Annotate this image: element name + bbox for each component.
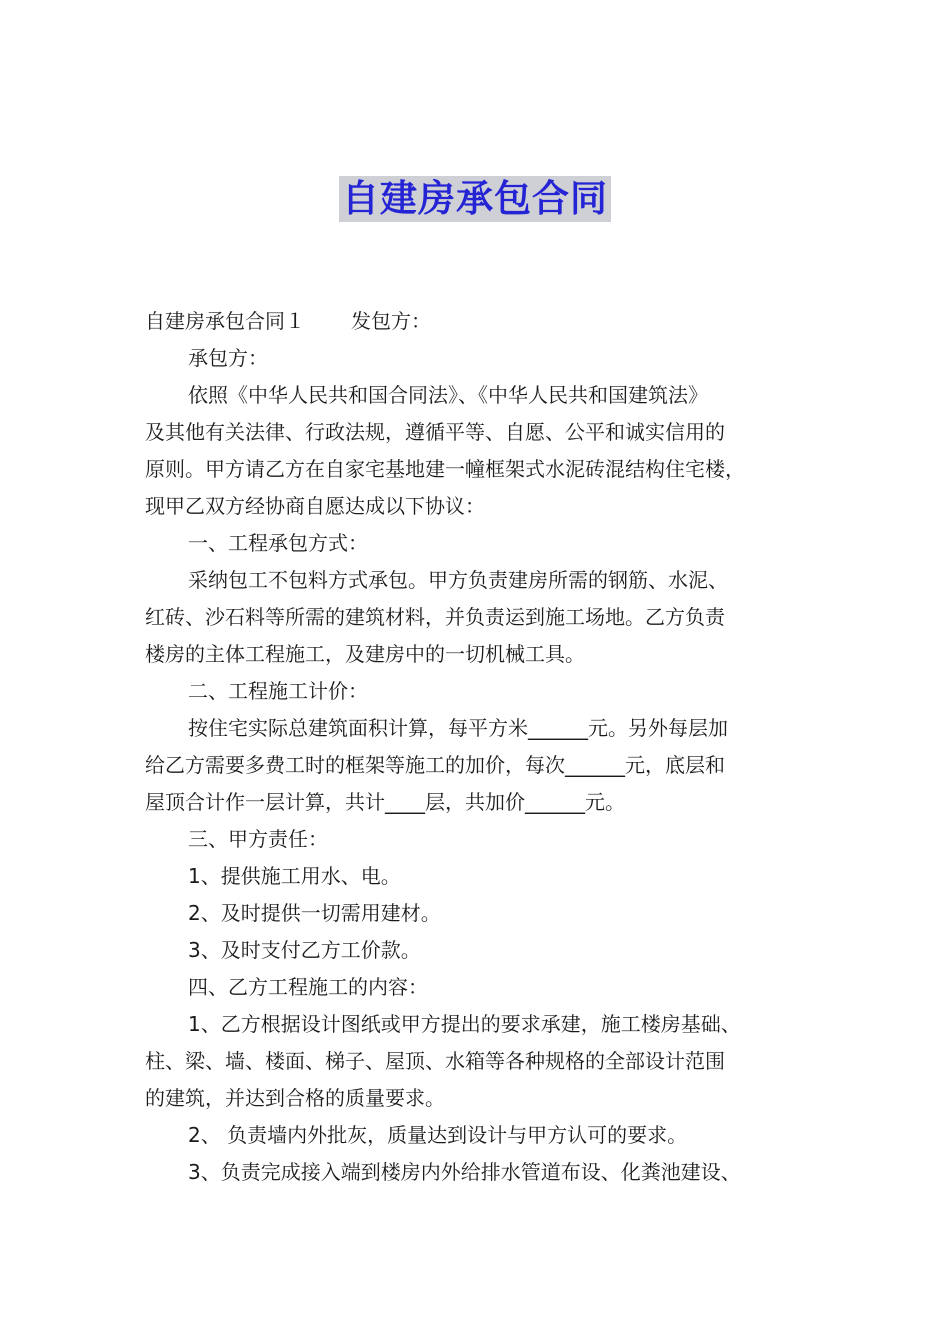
list-item: 3、及时支付乙方工价款。 xyxy=(188,938,421,962)
paragraph-line: 及其他有关法律、行政法规，遵循平等、自愿、公平和诚实信用的 xyxy=(145,420,725,444)
section-heading: 四、乙方工程施工的内容： xyxy=(188,975,428,999)
paragraph-line: 的建筑，并达到合格的质量要求。 xyxy=(145,1086,445,1110)
list-item: 2、及时提供一切需用建材。 xyxy=(188,901,441,925)
title-container xyxy=(0,176,950,222)
section-heading: 一、工程承包方式： xyxy=(188,531,368,555)
section-heading: 三、甲方责任： xyxy=(188,827,328,851)
list-item: 1、乙方根据设计图纸或甲方提出的要求承建，施工楼房基础、 xyxy=(188,1012,741,1036)
list-item: 2、 负责墙内外批灰，质量达到设计与甲方认可的要求。 xyxy=(188,1123,688,1147)
paragraph-line: 柱、梁、墙、楼面、梯子、屋顶、水箱等各种规格的全部设计范围 xyxy=(145,1049,725,1073)
paragraph-line: 采纳包工不包料方式承包。甲方负责建房所需的钢筋、水泥、 xyxy=(188,568,728,592)
issuer-label: 发包方： xyxy=(351,309,431,333)
paragraph-line: 原则。甲方请乙方在自家宅基地建一幢框架式水泥砖混结构住宅楼， xyxy=(145,457,745,481)
document-title: 自建房承包合同 xyxy=(339,176,611,222)
paragraph-line: 依照《中华人民共和国合同法》、《中华人民共和国建筑法》 xyxy=(188,383,708,407)
paragraph-line: 按住宅实际总建筑面积计算，每平方米______元。另外每层加 xyxy=(188,716,728,740)
section-heading: 二、工程施工计价： xyxy=(188,679,368,703)
contractor-label: 承包方： xyxy=(188,346,268,370)
list-item: 3、负责完成接入端到楼房内外给排水管道布设、化粪池建设、 xyxy=(188,1160,741,1184)
paragraph-line: 现甲乙双方经协商自愿达成以下协议： xyxy=(145,494,485,518)
list-item: 1、提供施工用水、电。 xyxy=(188,864,401,888)
paragraph-line: 红砖、沙石料等所需的建筑材料，并负责运到施工场地。乙方负责 xyxy=(145,605,725,629)
contract-number: 自建房承包合同１ xyxy=(145,309,305,333)
paragraph-line: 屋顶合计作一层计算，共计____层，共加价______元。 xyxy=(145,790,625,814)
document-body xyxy=(145,303,815,1191)
paragraph-line: 给乙方需要多费工时的框架等施工的加价，每次______元，底层和 xyxy=(145,753,725,777)
paragraph-line: 楼房的主体工程施工，及建房中的一切机械工具。 xyxy=(145,642,585,666)
contract-header-line xyxy=(145,303,815,340)
